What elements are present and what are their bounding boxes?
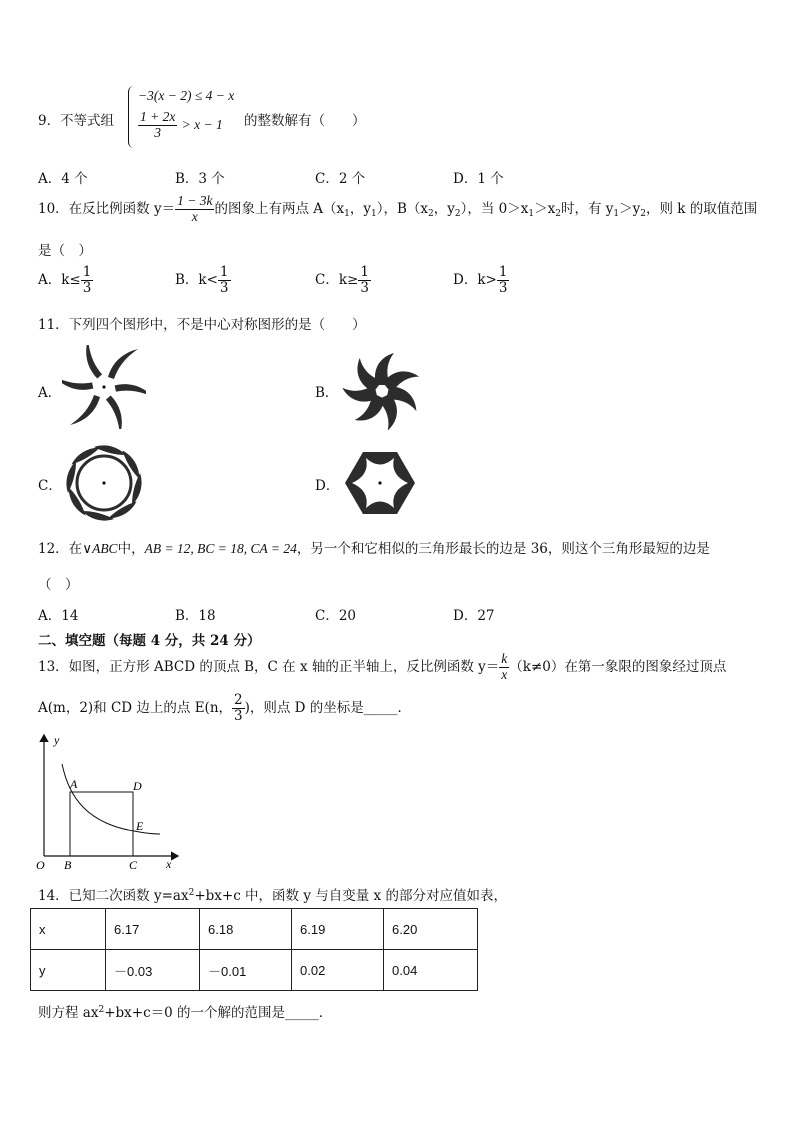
q10-function-fraction: $\frac{1 - 3k}{x}$ (177, 193, 213, 224)
hyperbola-curve (62, 764, 160, 834)
square-abcd (70, 792, 133, 856)
label-x: x (166, 857, 172, 871)
label-a: A (70, 777, 78, 791)
table-row (31, 950, 478, 991)
table-cell: －0.01 (200, 950, 292, 991)
table-cell: 6.18 (200, 909, 292, 950)
label-b: B (64, 858, 72, 872)
q13-line-1: 13．如图，正方形 ABCD 的顶点 B，C 在 x 轴的正半轴上，反比例函数 y＝ $\frac{k}{x}$ （k≠0）在第一象限的图象经过顶点 (38, 651, 727, 682)
q10-option-c: C．k≥ $\frac{1}{3}$ (315, 264, 369, 296)
q12-option-a: A．14 (38, 608, 79, 624)
q14-value-table (30, 908, 478, 991)
table-row (31, 909, 478, 950)
q9-inequality-1: −3(x − 2) ≤ 4 − x (138, 88, 235, 103)
q9-stem-after: 的整数解有（ ） (244, 113, 366, 129)
label-o: O (36, 858, 45, 872)
ring-figure-c (63, 442, 145, 524)
q12-line-2: （ ） (38, 577, 79, 593)
label-d: D (133, 779, 142, 793)
q14-stem: 14．已知二次函数 $y=ax^2+bx+c$ 中，函数 y 与自变量 x 的部分对应值如表， (38, 888, 507, 904)
table-cell: y (31, 950, 106, 991)
label-y: y (54, 733, 60, 747)
q13-coordinate-figure (30, 730, 190, 875)
pinwheel-figure-b (340, 351, 424, 431)
q9-brace (128, 86, 137, 148)
q12-option-b: B．18 (175, 608, 216, 624)
q11-label-b: B． (315, 385, 339, 401)
table-cell: 6.20 (384, 909, 478, 950)
hexagon-figure-d (340, 447, 420, 519)
table-cell: －0.03 (106, 950, 200, 991)
table-cell: 6.19 (292, 909, 384, 950)
pinwheel-figure-a (62, 345, 146, 429)
label-c: C (129, 858, 138, 872)
q11-label-a: A． (38, 385, 62, 401)
q9-option-b: B．3 个 (175, 171, 225, 187)
q10-option-b: B．k< $\frac{1}{3}$ (175, 264, 229, 296)
q12-option-c: C．20 (315, 608, 357, 624)
q9-option-c: C．2 个 (315, 171, 366, 187)
q13-line-2: A(m，2)和 CD 边上的点 E(n， $\frac{2}{3}$ )，则点 D 的坐标是_____． (38, 692, 412, 724)
q11-label-c: C． (38, 478, 62, 494)
q9-number: 9． (38, 113, 61, 129)
table-cell: x (31, 909, 106, 950)
q10-option-d: D．k> $\frac{1}{3}$ (453, 264, 508, 296)
q14-tail: 则方程 $ax^2+bx+c=0$ 的一个解的范围是_____． (38, 1005, 333, 1021)
table-cell: 0.02 (292, 950, 384, 991)
q12-line-1: 12．在∨ABC中，AB = 12, BC = 18, CA = 24，另一个和它相似的三角形最长的边是 36，则这个三角形最短的边是 (38, 541, 710, 557)
q10-line-1: 10．在反比例函数 y＝ $\frac{1 - 3k}{x}$ 的图象上有两点 $A(x_1$，$y_1$），$B(x_2$，$y_2$），当 $0>x_1>x_2$时，有 $y_1>y_2$，则 k 的取值范围 (38, 193, 758, 224)
section-2-title: 二、填空题（每题 4 分，共 24 分） (38, 633, 261, 649)
label-e: E (136, 819, 144, 833)
q9-option-d: D．1 个 (453, 171, 504, 187)
q10-option-a: A．k≤ $\frac{1}{3}$ (38, 264, 92, 296)
table-cell: 0.04 (384, 950, 478, 991)
q11-label-d: D． (315, 478, 340, 494)
q9-stem: 不等式组 (60, 113, 114, 129)
table-cell: 6.17 (106, 909, 200, 950)
q11-stem: 11．下列四个图形中，不是中心对称图形的是（ ） (38, 317, 366, 333)
q12-option-d: D．27 (453, 608, 495, 624)
q9-inequality-2: $\frac{1 + 2x}{3}$ > x − 1 (140, 109, 223, 140)
q10-line-2: 是（ ） (38, 243, 92, 259)
q9-option-a: A．4 个 (38, 171, 88, 187)
